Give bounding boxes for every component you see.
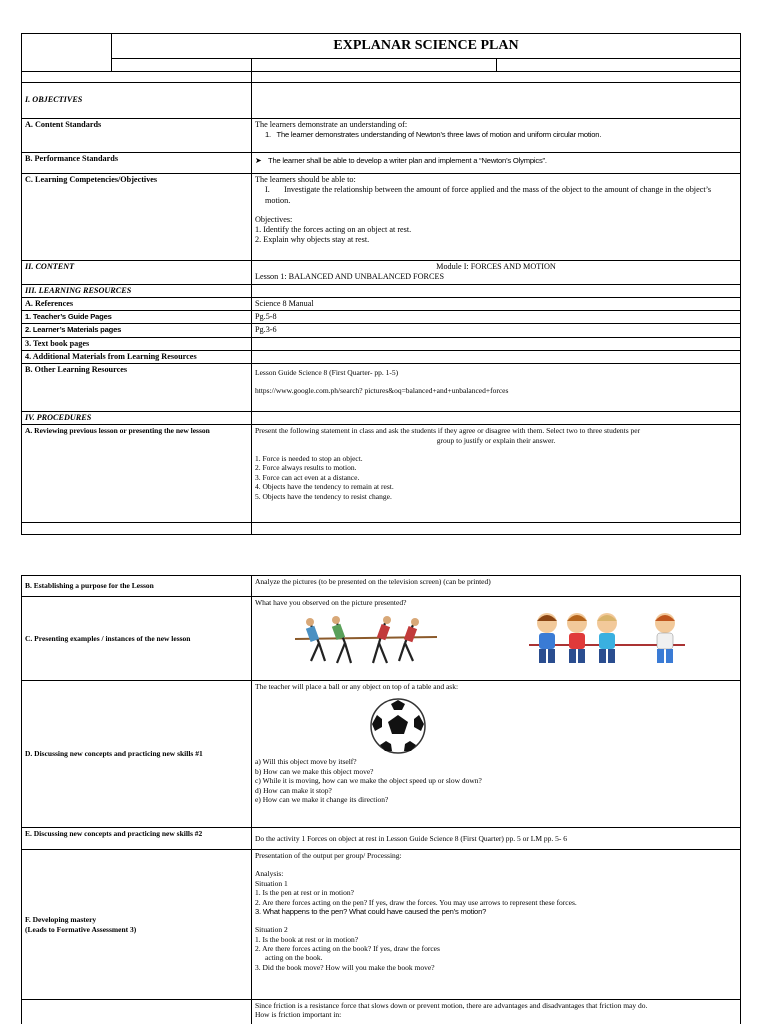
objective-item-2: 2. Explain why objects stay at rest. <box>255 235 370 245</box>
examples-text: What have you observed on the picture presented? <box>255 598 407 607</box>
blank-cell <box>252 72 741 83</box>
content-standards-label: A. Content Standards <box>22 119 252 153</box>
friction-text: Since friction is a resistance force that slows down or prevent motion, there are advantages and disadvantages that friction may do. <box>255 1001 648 1010</box>
section-objectives: I. OBJECTIVES <box>22 83 252 119</box>
statement-item: 3. Force can act even at a distance. <box>255 472 360 482</box>
friction-question: How is friction important in: <box>255 1010 342 1020</box>
situation-question: 3. Did the book move? How will you make the book move? <box>255 962 435 972</box>
situation-question: 1. Is the pen at rest or in motion? <box>255 888 354 898</box>
situation-question: 1. Is the book at rest or in motion? <box>255 934 359 944</box>
friction-cell <box>252 1000 741 1024</box>
competencies-num: I. <box>265 185 270 195</box>
situation-question: acting on the book. <box>265 953 323 963</box>
discussing-1-intro: The teacher will place a ball or any object on top of a table and ask: <box>255 682 459 691</box>
blank-cell <box>252 284 741 297</box>
competencies-item <box>255 185 737 206</box>
reviewing-intro: Present the following statement in class and ask the students if they agree or disagree with them. Select two to three students per <box>255 426 641 436</box>
blank-cell <box>252 412 741 425</box>
content-standards-cell <box>252 119 741 153</box>
section-procedures: IV. PROCEDURES <box>22 412 252 425</box>
cartoon-tug-of-war-image <box>527 609 687 671</box>
references-value: Science 8 Manual <box>252 297 741 310</box>
discussing-2-text: Do the activity 1 Forces on object at rest in Lesson Guide Science 8 (First Quarter) pp. 5 or LM pp. 5- 6 <box>252 828 741 850</box>
statement-item: 5. Objects have the tendency to resist change. <box>255 491 392 501</box>
header-blank-cell <box>497 59 741 72</box>
performance-standards-text: The learner shall be able to develop a writer plan and implement a “Newton’s Olympics”. <box>268 156 547 165</box>
competencies-intro: The learners should be able to: <box>255 175 356 184</box>
content-cell <box>252 261 741 285</box>
teachers-guide-label: 1. Teacher’s Guide Pages <box>22 311 252 324</box>
situation-question: 3. What happens to the pen? What could have caused the pen’s motion? <box>255 906 487 916</box>
reviewing-intro-2: group to justify or explain their answer. <box>436 435 556 445</box>
examples-cell <box>252 597 741 681</box>
objective-item-1: 1. Identify the forces acting on an object at rest. <box>255 225 412 234</box>
analysis-title: Analysis: <box>255 869 284 879</box>
developing-mastery-title: F. Developing mastery <box>25 915 97 925</box>
question-item: e) How can we make it change its direction? <box>255 794 389 804</box>
logo-cell <box>22 34 112 72</box>
objectives-title: Objectives: <box>255 214 293 224</box>
blank-cell <box>22 523 252 535</box>
statement-item: 1. Force is needed to stop an object. <box>255 454 363 463</box>
blank-cell <box>22 72 252 83</box>
situation-1-title: Situation 1 <box>255 878 288 888</box>
blank-cell <box>252 350 741 363</box>
lesson-title: Lesson 1: BALANCED AND UNBALANCED FORCES <box>255 272 445 282</box>
tug-of-war-image <box>291 613 441 669</box>
discussing-1-cell <box>252 681 741 828</box>
blank-cell <box>22 1000 252 1024</box>
blank-cell <box>252 83 741 119</box>
competencies-cell <box>252 174 741 261</box>
developing-mastery-cell <box>252 850 741 1000</box>
reviewing-label: A. Reviewing previous lesson or presenting the new lesson <box>22 425 252 523</box>
processing-intro: Presentation of the output per group/ Processing: <box>255 851 402 860</box>
content-standards-text: The learner demonstrates understanding of Newton’s three laws of motion and uniform circular motion. <box>276 130 602 140</box>
lesson-plan-table-page-1 <box>21 33 741 535</box>
competencies-label: C. Learning Competencies/Objectives <box>22 174 252 261</box>
discussing-1-label: D. Discussing new concepts and practicing new skills #1 <box>22 681 252 828</box>
lesson-plan-table-page-2 <box>21 575 741 1024</box>
module-title: Module I: FORCES AND MOTION <box>436 262 556 271</box>
statement-item: 4. Objects have the tendency to remain at rest. <box>255 482 394 492</box>
other-resource-1: Lesson Guide Science 8 (First Quarter- pp. 1-5) <box>255 368 399 377</box>
question-item: a) Will this object move by itself? <box>255 757 357 767</box>
question-item: b) How can we make this object move? <box>255 766 374 776</box>
question-item: d) How can make it stop? <box>255 785 332 795</box>
situation-2-title: Situation 2 <box>255 925 288 935</box>
purpose-text: Analyze the pictures (to be presented on the television screen) (can be printed) <box>252 576 741 597</box>
page-title: EXPLANAR SCIENCE PLAN <box>112 34 741 59</box>
section-resources: III. LEARNING RESOURCES <box>22 284 252 297</box>
purpose-label: B. Establishing a purpose for the Lesson <box>22 576 252 597</box>
content-standards-intro: The learners demonstrate an understanding of: <box>255 120 408 129</box>
competencies-text: Investigate the relationship between the amount of force applied and the mass of the object to the amount of change in the object’s motion. <box>265 185 712 205</box>
situation-question: 2. Are there forces acting on the pen? If yes, draw the forces. You may use arrows to represent these forces. <box>255 897 577 907</box>
reviewing-cell <box>252 425 741 523</box>
blank-cell <box>252 337 741 350</box>
developing-mastery-label <box>22 850 252 1000</box>
question-item: c) While it is moving, how can we make the object speed up or slow down? <box>255 776 482 786</box>
content-standards-item <box>255 130 737 139</box>
bullet-arrow-icon: ➤ <box>255 156 262 165</box>
content-standards-num: 1. <box>265 130 271 140</box>
performance-standards-cell <box>252 153 741 174</box>
teachers-guide-value: Pg.5-8 <box>252 311 741 324</box>
situation-question: 2. Are there forces acting on the book? If yes, draw the forces <box>255 944 440 954</box>
discussing-2-label: E. Discussing new concepts and practicing new skills #2 <box>22 828 252 850</box>
other-resource-link: https://www.google.com.ph/search? pictures&oq=balanced+and+unbalanced+forces <box>255 386 509 396</box>
statement-item: 2. Force always results to motion. <box>255 463 357 473</box>
other-resources-cell <box>252 364 741 412</box>
examples-label: C. Presenting examples / instances of the new lesson <box>22 597 252 681</box>
blank-cell <box>252 523 741 535</box>
performance-standards-label: B. Performance Standards <box>22 153 252 174</box>
other-resources-label: B. Other Learning Resources <box>22 364 252 412</box>
additional-materials-label: 4. Additional Materials from Learning Resources <box>22 350 252 363</box>
references-label: A. References <box>22 297 252 310</box>
header-blank-cell <box>112 59 252 72</box>
textbook-label: 3. Text book pages <box>22 337 252 350</box>
learners-materials-value: Pg.3-6 <box>252 324 741 337</box>
soccer-ball-image <box>369 697 427 755</box>
developing-mastery-subtitle: (Leads to Formative Assessment 3) <box>25 924 137 934</box>
section-content: II. CONTENT <box>22 261 252 285</box>
learners-materials-label: 2. Learner’s Materials pages <box>22 324 252 337</box>
header-blank-cell <box>252 59 497 72</box>
